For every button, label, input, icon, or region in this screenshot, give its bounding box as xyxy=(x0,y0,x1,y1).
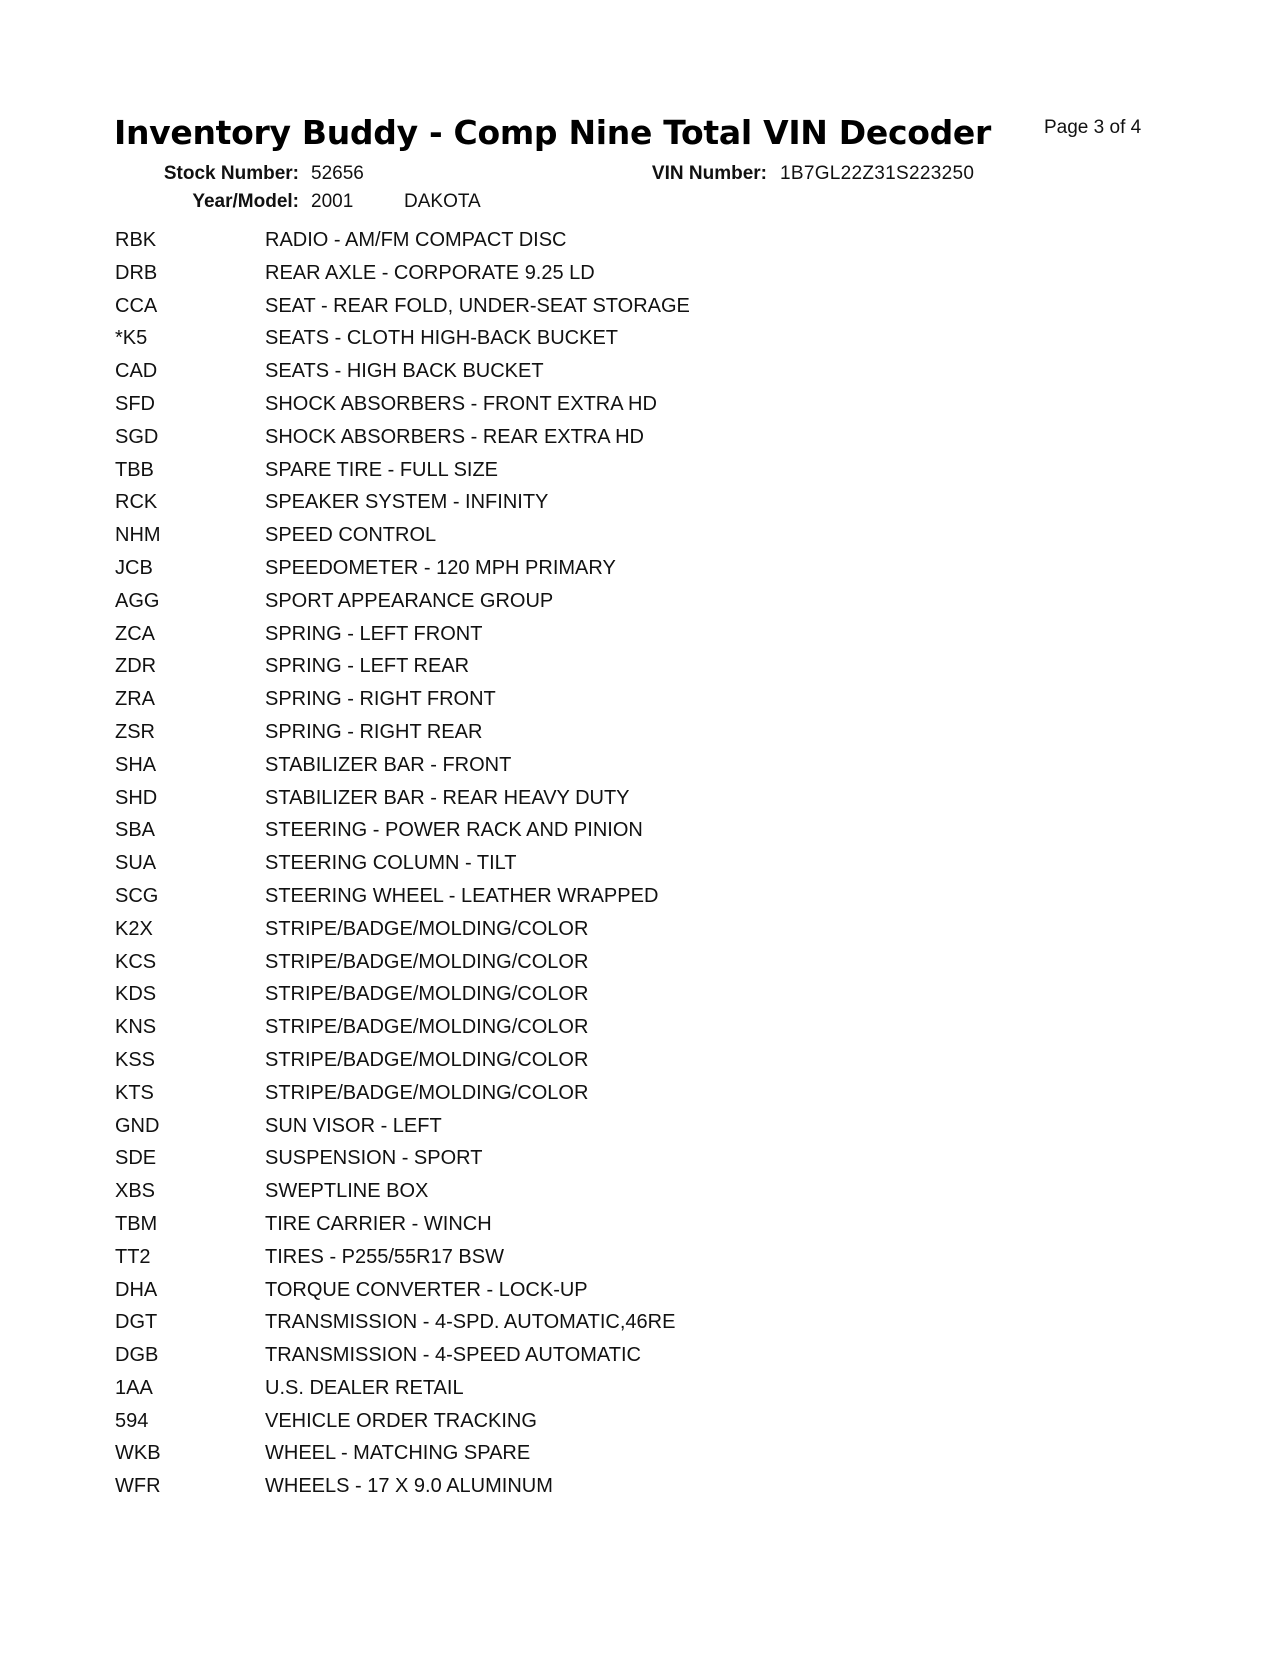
option-description: REAR AXLE - CORPORATE 9.25 LD xyxy=(265,261,595,284)
option-code: ZSR xyxy=(115,720,155,743)
option-description: SPRING - LEFT REAR xyxy=(265,655,470,678)
option-code-list xyxy=(115,229,1015,1508)
option-code: 594 xyxy=(115,1409,149,1432)
option-row xyxy=(115,1115,1015,1148)
option-description: STRIPE/BADGE/MOLDING/COLOR xyxy=(265,917,589,940)
option-description: WHEELS - 17 X 9.0 ALUMINUM xyxy=(265,1475,553,1498)
option-description: STRIPE/BADGE/MOLDING/COLOR xyxy=(265,1016,589,1039)
option-row xyxy=(115,295,1015,328)
option-code: SUA xyxy=(115,852,157,875)
option-row xyxy=(115,1410,1015,1443)
option-description: TRANSMISSION - 4-SPEED AUTOMATIC xyxy=(265,1344,641,1367)
option-description: STEERING WHEEL - LEATHER WRAPPED xyxy=(265,884,659,907)
option-row xyxy=(115,262,1015,295)
option-description: SPEED CONTROL xyxy=(265,524,437,547)
option-description: TIRES - P255/55R17 BSW xyxy=(265,1245,504,1268)
option-row xyxy=(115,491,1015,524)
option-description: STEERING COLUMN - TILT xyxy=(265,852,517,875)
option-description: STEERING - POWER RACK AND PINION xyxy=(265,819,643,842)
option-code: ZCA xyxy=(115,622,155,645)
option-description: SPRING - RIGHT REAR xyxy=(265,720,483,743)
option-row xyxy=(115,787,1015,820)
option-code: SGD xyxy=(115,425,159,448)
page-title: Inventory Buddy - Comp Nine Total VIN Decoder xyxy=(114,113,991,152)
option-row xyxy=(115,393,1015,426)
option-code: SCG xyxy=(115,884,159,907)
option-code: SHD xyxy=(115,786,158,809)
option-code: SHA xyxy=(115,753,157,776)
option-description: STRIPE/BADGE/MOLDING/COLOR xyxy=(265,1048,589,1071)
option-row xyxy=(115,1082,1015,1115)
option-row xyxy=(115,426,1015,459)
option-row xyxy=(115,885,1015,918)
option-row xyxy=(115,852,1015,885)
page-indicator: Page 3 of 4 xyxy=(1044,117,1142,138)
option-code: AGG xyxy=(115,589,160,612)
option-description: SWEPTLINE BOX xyxy=(265,1180,429,1203)
option-code: CCA xyxy=(115,294,158,317)
option-description: SEATS - HIGH BACK BUCKET xyxy=(265,360,544,383)
vin-number-value: 1B7GL22Z31S223250 xyxy=(780,163,975,184)
option-row xyxy=(115,951,1015,984)
option-description: SPEAKER SYSTEM - INFINITY xyxy=(265,491,549,514)
option-code: DGB xyxy=(115,1344,159,1367)
option-code: GND xyxy=(115,1114,160,1137)
option-description: STABILIZER BAR - REAR HEAVY DUTY xyxy=(265,786,630,809)
option-description: TORQUE CONVERTER - LOCK-UP xyxy=(265,1278,588,1301)
option-code: WFR xyxy=(115,1475,161,1498)
option-code: WKB xyxy=(115,1442,161,1465)
year-model-label: Year/Model: xyxy=(192,191,299,212)
option-code: XBS xyxy=(115,1180,156,1203)
option-code: RBK xyxy=(115,229,157,251)
option-code: TBM xyxy=(115,1212,158,1235)
option-code: SBA xyxy=(115,819,156,842)
stock-number-value: 52656 xyxy=(311,163,364,184)
option-code: SFD xyxy=(115,392,155,415)
option-code: ZRA xyxy=(115,688,155,711)
option-code: TT2 xyxy=(115,1245,151,1268)
option-description: RADIO - AM/FM COMPACT DISC xyxy=(265,229,567,251)
option-code: KSS xyxy=(115,1048,156,1071)
option-code: JCB xyxy=(115,556,153,579)
option-description: SEAT - REAR FOLD, UNDER-SEAT STORAGE xyxy=(265,294,690,317)
option-description: STRIPE/BADGE/MOLDING/COLOR xyxy=(265,1081,589,1104)
option-description: TRANSMISSION - 4-SPD. AUTOMATIC,46RE xyxy=(265,1311,676,1334)
option-description: VEHICLE ORDER TRACKING xyxy=(265,1409,537,1432)
option-code: 1AA xyxy=(115,1376,153,1399)
option-row xyxy=(115,1147,1015,1180)
model-value: DAKOTA xyxy=(404,191,481,212)
option-row xyxy=(115,688,1015,721)
option-description: U.S. DEALER RETAIL xyxy=(265,1376,464,1399)
option-code: *K5 xyxy=(115,327,148,350)
option-row xyxy=(115,1213,1015,1246)
option-row xyxy=(115,590,1015,623)
option-description: WHEEL - MATCHING SPARE xyxy=(265,1442,531,1465)
option-description: STABILIZER BAR - FRONT xyxy=(265,753,512,776)
option-row xyxy=(115,1377,1015,1410)
option-row xyxy=(115,1442,1015,1475)
option-row xyxy=(115,524,1015,557)
option-code: DHA xyxy=(115,1278,158,1301)
stock-number-label: Stock Number: xyxy=(163,163,299,184)
option-code: K2X xyxy=(115,917,153,940)
option-description: STRIPE/BADGE/MOLDING/COLOR xyxy=(265,950,589,973)
year-value: 2001 xyxy=(311,191,354,212)
option-code: NHM xyxy=(115,524,161,547)
option-code: RCK xyxy=(115,491,158,514)
option-row xyxy=(115,721,1015,754)
option-description: SUN VISOR - LEFT xyxy=(265,1114,442,1137)
option-code: SDE xyxy=(115,1147,157,1170)
option-description: SHOCK ABSORBERS - REAR EXTRA HD xyxy=(265,425,644,448)
option-row xyxy=(115,754,1015,787)
option-row xyxy=(115,229,1015,262)
option-description: SPEEDOMETER - 120 MPH PRIMARY xyxy=(265,556,616,579)
option-code: KNS xyxy=(115,1016,157,1039)
option-row xyxy=(115,1016,1015,1049)
option-row xyxy=(115,557,1015,590)
option-row xyxy=(115,1311,1015,1344)
option-row xyxy=(115,918,1015,951)
option-row xyxy=(115,655,1015,688)
option-code: DRB xyxy=(115,261,158,284)
option-code: KTS xyxy=(115,1081,154,1104)
option-description: TIRE CARRIER - WINCH xyxy=(265,1212,492,1235)
option-code: TBB xyxy=(115,458,154,481)
option-row xyxy=(115,983,1015,1016)
option-row xyxy=(115,360,1015,393)
option-description: SUSPENSION - SPORT xyxy=(265,1147,483,1170)
option-row xyxy=(115,623,1015,656)
vin-number-label: VIN Number: xyxy=(651,163,767,184)
option-description: SHOCK ABSORBERS - FRONT EXTRA HD xyxy=(265,392,657,415)
option-description: SPRING - RIGHT FRONT xyxy=(265,688,496,711)
option-code: CAD xyxy=(115,360,158,383)
option-row xyxy=(115,1475,1015,1508)
option-row xyxy=(115,327,1015,360)
option-description: STRIPE/BADGE/MOLDING/COLOR xyxy=(265,983,589,1006)
option-description: SPARE TIRE - FULL SIZE xyxy=(265,458,499,481)
option-row xyxy=(115,819,1015,852)
option-description: SPORT APPEARANCE GROUP xyxy=(265,589,554,612)
option-code: KCS xyxy=(115,950,157,973)
option-row xyxy=(115,1049,1015,1082)
option-row xyxy=(115,1180,1015,1213)
option-row xyxy=(115,1279,1015,1312)
option-row xyxy=(115,1246,1015,1279)
option-row xyxy=(115,459,1015,492)
option-row xyxy=(115,1344,1015,1377)
option-code: DGT xyxy=(115,1311,158,1334)
option-description: SPRING - LEFT FRONT xyxy=(265,622,483,645)
option-code: ZDR xyxy=(115,655,157,678)
option-description: SEATS - CLOTH HIGH-BACK BUCKET xyxy=(265,327,619,350)
option-code: KDS xyxy=(115,983,157,1006)
